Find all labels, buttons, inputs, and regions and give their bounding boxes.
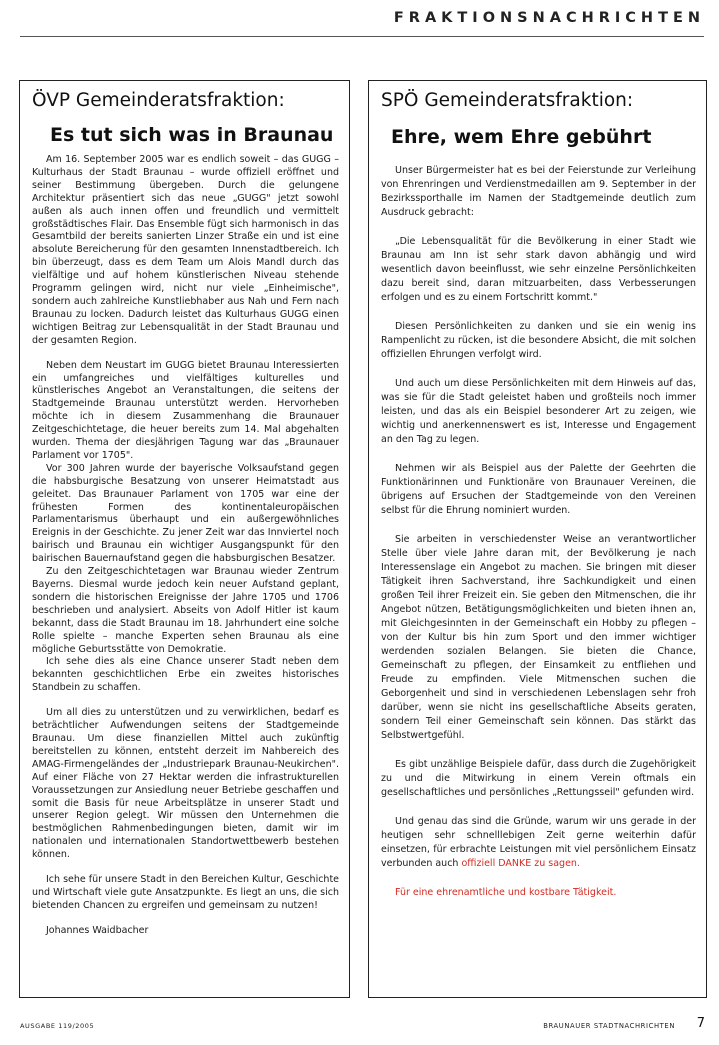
oevp-heading: ÖVP Gemeinderatsfraktion: — [32, 90, 285, 111]
oevp-article-title: Es tut sich was in Braunau — [50, 124, 334, 146]
paragraph: Es gibt unzählige Beispiele dafür, dass durch die Zugehörigkeit zu und die Mitwirkung in einem Verein oftmals ein gesellschaftliches und persönliches „Rettungsseil" gefunden wird. — [381, 759, 696, 798]
publication-name: BRAUNAUER STADTNACHRICHTEN — [543, 1022, 675, 1030]
spoe-column — [368, 80, 707, 998]
quote-paragraph: „Die Lebensqualität für die Bevölkerung in einer Stadt wie Braunau am Inn ist sehr stark davon abhängig und wird wesentlich davon beeinflusst, wie sehr einzelne Persönlichkeiten dazu bereit sind, daran mitzuarbeiten, dass Verbesserungen erfolgen und es zu einem Fortschritt kommt." — [381, 236, 696, 303]
spoe-article-title: Ehre, wem Ehre gebührt — [391, 126, 652, 148]
paragraph: Und auch um diese Persönlichkeiten mit dem Hinweis auf das, was sie für die Stadt geleistet haben und großteils noch immer leisten, und das als ein Beispiel besonderer Art zu zeigen, wie wichtig und anerkennenswert es ist, Interesse und Engagement an den Tag zu legen. — [381, 378, 696, 445]
spoe-article-body — [381, 164, 696, 900]
oevp-article-body — [32, 154, 339, 938]
closing-line: Für eine ehrenamtliche und kostbare Tätigkeit. — [395, 887, 617, 898]
paragraph: Zu den Zeitgeschichtetagen war Braunau wieder Zentrum Bayerns. Diesmal wurde jedoch kein neuer Aufstand geplant, sondern die historischen Ereignisse der Jahre 1705 und 1706 beschrieben und analysiert. Abseits von Adolf Hitler ist kaum bekannt, dass die Stadt Braunau im 18. Jahrhundert eine solche Rolle spielte – manche Experten sehen Braunau als eine mögliche Geburtsstätte von Demokratie. — [32, 566, 339, 655]
header-rule — [20, 36, 704, 37]
paragraph: Diesen Persönlichkeiten zu danken und sie ein wenig ins Rampenlicht zu rücken, ist die besondere Absicht, die mit solchen offiziellen Ehrungen verfolgt wird. — [381, 321, 696, 360]
paragraph: Sie arbeiten in verschiedenster Weise an verantwortlicher Stelle über viele Jahre daran mit, der Bevölkerung je nach Interessenslage ein Angebot zu machen. Sie bringen mit dieser Tätigkeit ihren Sachverstand, ihre Sachkundigkeit und einen großen Teil ihrer Freizeit ein. Sie geben den Mitmenschen, die ihr Angebot nützen, Betätigungsmöglichkeiten und bieten ihnen an, mit Gleichgesinnten in der Gemeinschaft ein Hobby zu pflegen – von der Kultur bis hin zum Sport und den immer wichtiger werdenden sozialen Belangen. Sie bieten die Chance, Gemeinschaft zu pflegen, der Einsamkeit zu entfliehen und Freude zu empfinden. Viele Mitmenschen suchen die Geborgenheit und sind in verschiedenen Lebenslagen sehr froh darüber, wenn sie nicht ins gesellschaftliche Abseits geraten, sondern Teil einer Gemeinschaft sein können. Das stärkt das Selbstwertgefühl. — [381, 534, 696, 741]
page-number: 7 — [696, 1016, 705, 1031]
paragraph — [381, 815, 696, 871]
paragraph: Am 16. September 2005 war es endlich soweit – das GUGG – Kulturhaus der Stadt Braunau – wurde offiziell eröffnet und seiner Bestimmung übergeben. Durch die gelungene Architektur präsentiert sich das neue „GUGG" jetzt sowohl außen als auch innen offen und freundlich und vermittelt großstädtisches Flair. Das Ensemble fügt sich harmonisch in das Gesamtbild der bereits sanierten Linzer Straße ein und ist eine absolute Bereicherung für den gesamten Innenstadtbereich. Ich bin überzeugt, dass es dem Team um Alois Mandl durch das vielfältige und auf hohem künstlerischen Niveau stehende Programm gelingen wird, nicht nur viele „Einheimische", sondern auch zahlreiche Kunstliebhaber aus Nah und Fern nach Braunau zu locken. Dadurch leistet das Kulturhaus GUGG einen wichtigen Beitrag zur Lebensqualität in der Stadt Braunau und der gesamten Region. — [32, 154, 339, 346]
paragraph: Unser Bürgermeister hat es bei der Feierstunde zur Verleihung von Ehrenringen und Verdienstmedaillen am 9. September in der Bezirkssporthalle im Namen der Stadtgemeinde deutlich zum Ausdruck gebracht: — [381, 165, 696, 218]
paragraph: Um all dies zu unterstützen und zu verwirklichen, bedarf es beträchtlicher Aufwendungen seitens der Stadtgemeinde Braunau. Um diese finanziellen Mittel auch zukünftig bereitstellen zu können, entsteht derzeit im Nahbereich des AMAG-Firmengeländes der „Industriepark Braunau-Neukirchen". Auf einer Fläche von 27 Hektar werden die infrastrukturellen Voraussetzungen zur Ansiedlung neuer Betriebe geschaffen und somit die Basis für neue Arbeitsplätze in unserer Stadt und unserer Region gelegt. Wir müssen den Unternehmen die bestmöglichen Rahmenbedingungen bieten, damit wir im nationalen und internationalen Standortwettbewerb bestehen können. — [32, 707, 339, 861]
oevp-column — [19, 80, 350, 998]
section-title: FRAKTIONSNACHRICHTEN — [393, 10, 705, 26]
issue-label: AUSGABE 119/2005 — [20, 1022, 95, 1030]
paragraph: Vor 300 Jahren wurde der bayerische Volksaufstand gegen die habsburgische Besatzung von unserer Heimatstadt aus geleitet. Das Braunauer Parlament von 1705 war eine der frühesten Formen des kontinentaleuropäischen Parlamentarismus überhaupt und ein außergewöhnliches Ereignis in der Geschichte. Zu jener Zeit war das Innviertel noch bairisch und Braunau ein wichtiger Ausgangspunkt für den bairischen Bauernaufstand gegen die habsburgischen Besatzer. — [32, 462, 339, 565]
paragraph: Ich sehe dies als eine Chance unserer Stadt neben dem bekannten geschichtlichen Erbe ein zweites historisches Standbein zu schaffen. — [32, 656, 339, 694]
paragraph: Ich sehe für unsere Stadt in den Bereichen Kultur, Geschichte und Wirtschaft viele gute Ansatzpunkte. Es liegt an uns, die sich bietenden Chancen zu ergreifen und gemeinsam zu nutzen! — [32, 874, 340, 911]
paragraph-text: Und genau das sind die Gründe, warum wir uns gerade in der heutigen sehr schnelllebigen Zeit gerne weiterhin dafür einsetzen, für erbrachte Leistungen mit viel persönlichem Einsatz verbunden auch — [381, 816, 696, 869]
red-highlight: offiziell DANKE zu sagen. — [461, 858, 580, 869]
paragraph: Neben dem Neustart im GUGG bietet Braunau Interessierten ein umfangreiches und vielfältiges kulturelles und künstlerisches Angebot an Veranstaltungen, die seitens der Stadtgemeinde Braunau unterstützt werden. Hervorheben möchte ich in diesem Zusammenhang die Braunauer Zeitgeschichtetage, die heuer bereits zum 14. Mal abgehalten wurden. Thema der diesjährigen Tagung war das „Braunauer Parlament vor 1705". — [32, 359, 339, 461]
paragraph: Nehmen wir als Beispiel aus der Palette der Geehrten die Funktionärinnen und Funktionäre von Braunauer Vereinen, die übrigens auf Ersuchen der Stadtgemeinde von den Vereinen selbst für die Ehrung nominiert wurden. — [381, 463, 696, 516]
spoe-heading: SPÖ Gemeinderatsfraktion: — [381, 90, 634, 111]
author-signature: Johannes Waidbacher — [46, 924, 149, 936]
